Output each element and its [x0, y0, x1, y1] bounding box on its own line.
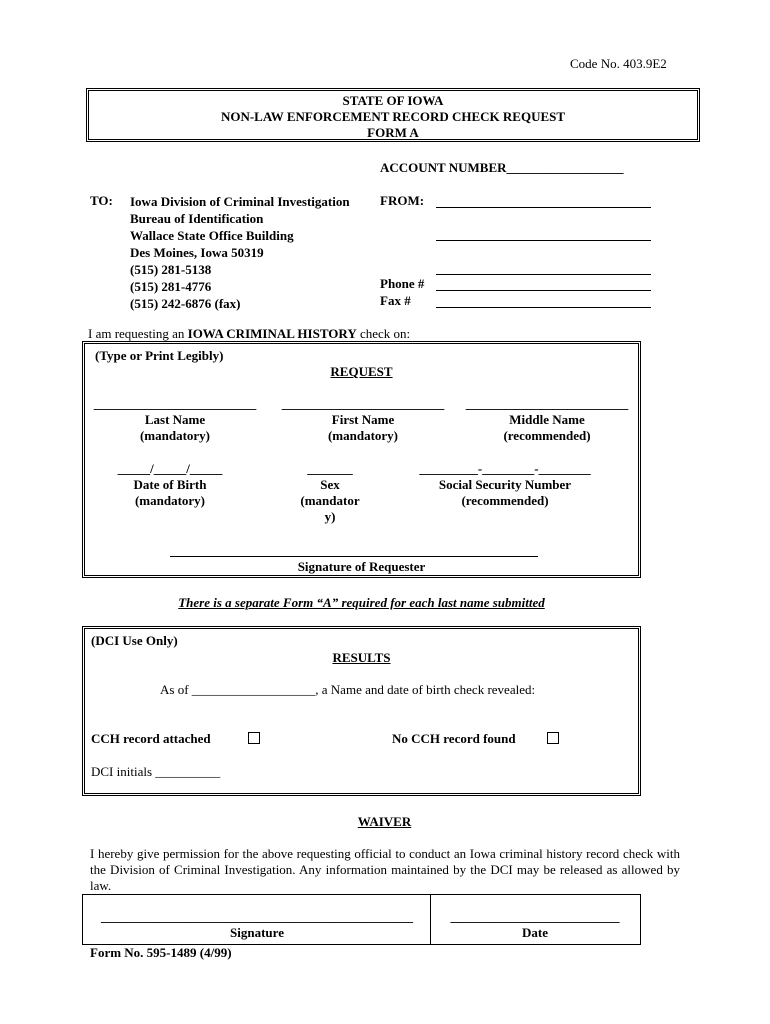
waiver-date-group[interactable] [435, 909, 635, 941]
dci-initials[interactable]: DCI initials __________ [91, 764, 221, 779]
from-label: FROM: [380, 193, 425, 208]
waiver-date-field[interactable]: __________________________ [450, 909, 620, 924]
dob-field[interactable]: _____/_____/_____ [117, 461, 223, 476]
results-heading: RESULTS [332, 650, 391, 665]
sex-group[interactable] [285, 461, 375, 525]
ssn-field[interactable]: _________-________-________ [419, 461, 591, 476]
request-heading: REQUEST [330, 364, 393, 379]
from-line-1[interactable] [436, 207, 651, 208]
dob-req: (mandatory) [134, 493, 206, 508]
from-line-2[interactable] [436, 240, 651, 241]
title-line-1: STATE OF IOWA [342, 93, 444, 108]
middle-name-label: Middle Name [509, 412, 585, 427]
form-number: Form No. 595-1489 (4/99) [90, 945, 232, 960]
last-name-req: (mandatory) [139, 428, 211, 443]
waiver-text: I hereby give permission for the above requesting official to conduct an Iowa criminal history record check with the Division of Criminal Investigation. Any information maintained by the DCI may be released as allowed by law. [90, 846, 680, 893]
title-box [86, 88, 700, 142]
waiver-heading: WAIVER [357, 814, 412, 829]
last-name-group[interactable] [90, 396, 260, 444]
requester-signature-field[interactable] [170, 556, 538, 557]
waiver-signature-box [82, 894, 641, 945]
intro-text: I am requesting an [88, 326, 188, 341]
waiver-signature-label: Signature [230, 925, 284, 940]
waiver-date-label: Date [522, 925, 548, 940]
to-line: (515) 281-4776 [130, 279, 212, 294]
phone-label: Phone # [380, 276, 425, 291]
request-intro [88, 326, 410, 342]
fax-label: Fax # [380, 293, 411, 308]
middle-name-req: (recommended) [503, 428, 591, 443]
type-print-note: (Type or Print Legibly) [95, 348, 224, 363]
dob-group[interactable] [95, 461, 245, 509]
to-line: Bureau of Identification [130, 211, 264, 226]
ssn-req: (recommended) [461, 493, 549, 508]
sex-req: (mandator [300, 493, 360, 508]
phone-field[interactable] [436, 290, 651, 291]
no-cch-checkbox[interactable] [547, 732, 559, 744]
to-line: Iowa Division of Criminal Investigation [130, 194, 350, 209]
sex-req-cont: y) [324, 509, 336, 524]
account-number[interactable]: ACCOUNT NUMBER__________________ [380, 160, 624, 175]
cch-attached-label: CCH record attached [91, 731, 211, 746]
waiver-signature-group[interactable] [87, 909, 427, 941]
last-name-label: Last Name [144, 412, 206, 427]
dob-label: Date of Birth [133, 477, 207, 492]
title-line-3: FORM A [367, 125, 419, 140]
to-label: TO: [90, 193, 113, 208]
to-line: Wallace State Office Building [130, 228, 294, 243]
sex-field[interactable]: _______ [307, 461, 353, 476]
from-line-3[interactable] [436, 274, 651, 275]
to-line: (515) 242-6876 (fax) [130, 296, 241, 311]
ssn-label: Social Security Number [438, 477, 572, 492]
sex-label: Sex [320, 477, 340, 492]
waiver-signature-field[interactable]: ________________________________________________ [101, 909, 413, 924]
ssn-group[interactable] [415, 461, 595, 509]
requester-signature-label: Signature of Requester [297, 559, 426, 574]
intro-text-end: check on: [356, 326, 411, 341]
first-name-field[interactable]: _________________________ [281, 396, 445, 411]
middle-name-field[interactable]: _________________________ [465, 396, 629, 411]
first-name-group[interactable] [278, 396, 448, 444]
cch-attached-checkbox[interactable] [248, 732, 260, 744]
no-cch-label: No CCH record found [392, 731, 516, 746]
to-line: Des Moines, Iowa 50319 [130, 245, 264, 260]
waiver-divider [430, 895, 431, 944]
as-of-line[interactable]: As of ___________________, a Name and date of birth check revealed: [160, 682, 536, 697]
dci-use-note: (DCI Use Only) [91, 633, 178, 648]
last-name-field[interactable]: _________________________ [93, 396, 257, 411]
middle-name-group[interactable] [462, 396, 632, 444]
intro-bold: IOWA CRIMINAL HISTORY [187, 326, 357, 341]
separate-form-note: There is a separate Form “A” required for each last name submitted [178, 595, 545, 610]
fax-field[interactable] [436, 307, 651, 308]
request-box [82, 341, 641, 578]
to-line: (515) 281-5138 [130, 262, 212, 277]
results-box [82, 626, 641, 796]
title-line-2: NON-LAW ENFORCEMENT RECORD CHECK REQUEST [220, 109, 566, 124]
code-number: Code No. 403.9E2 [570, 56, 667, 71]
to-address [130, 193, 350, 312]
first-name-req: (mandatory) [327, 428, 399, 443]
first-name-label: First Name [331, 412, 395, 427]
